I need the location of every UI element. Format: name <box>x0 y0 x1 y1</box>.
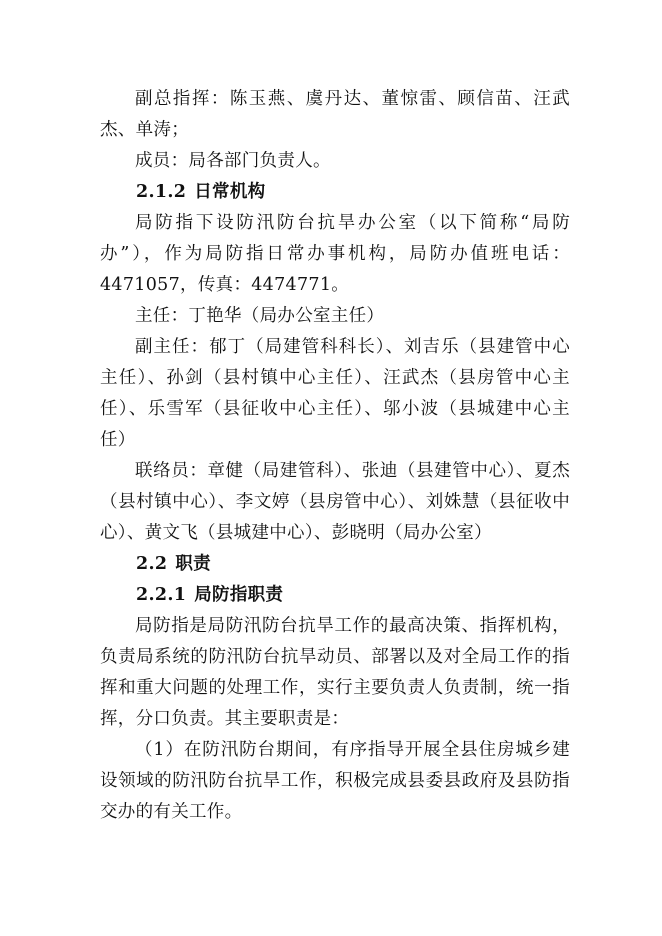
deputy-directors-paragraph: 副主任：郁丁（局建管科科长）、刘吉乐（县建管中心主任）、孙剑（县村镇中心主任）、汪武杰（县房管中心主任）、乐雪军（县征收中心主任）、邬小波（县城建中心主任） <box>100 337 570 450</box>
section-heading-2-2-1 <box>136 580 283 611</box>
duty-item-1-paragraph: （1）在防汛防台期间，有序指导开展全县住房城乡建设领域的防汛防台抗旱工作，积极完成县委县政府及县防指交办的有关工作。 <box>100 740 570 822</box>
daily-office-paragraph: 局防指下设防汛防台抗旱办公室（以下简称“局防办”），作为局防指日常办事机构，局防办值班电话：4471057，传真：4474771。 <box>100 213 570 295</box>
section-title: 局防指职责 <box>194 585 284 605</box>
members-paragraph: 成员：局各部门负责人。 <box>135 151 331 171</box>
section-number: 2.1.2 <box>136 182 187 202</box>
deputy-commanders-paragraph: 副总指挥：陈玉燕、虞丹达、董惊雷、顾信苗、汪武杰、单涛； <box>100 89 570 140</box>
section-heading-2-1-2 <box>136 177 265 208</box>
section-number: 2.2 <box>136 554 168 574</box>
command-duties-paragraph: 局防指是局防汛防台抗旱工作的最高决策、指挥机构，负责局系统的防汛防台抗旱动员、部署以及对全局工作的指挥和重大问题的处理工作，实行主要负责人负责制，统一指挥，分口负责。其主要职责是： <box>100 616 570 729</box>
director-paragraph: 主任：丁艳华（局办公室主任） <box>135 306 385 326</box>
section-title: 日常机构 <box>194 182 266 202</box>
section-number: 2.2.1 <box>136 585 187 605</box>
section-heading-2-2 <box>136 549 211 580</box>
section-title: 职责 <box>175 554 211 574</box>
liaison-paragraph: 联络员：章健（局建管科）、张迪（县建管中心）、夏杰（县村镇中心）、李文婷（县房管中心）、刘姝慧（县征收中心）、黄文飞（县城建中心）、彭晓明（局办公室） <box>100 461 570 543</box>
